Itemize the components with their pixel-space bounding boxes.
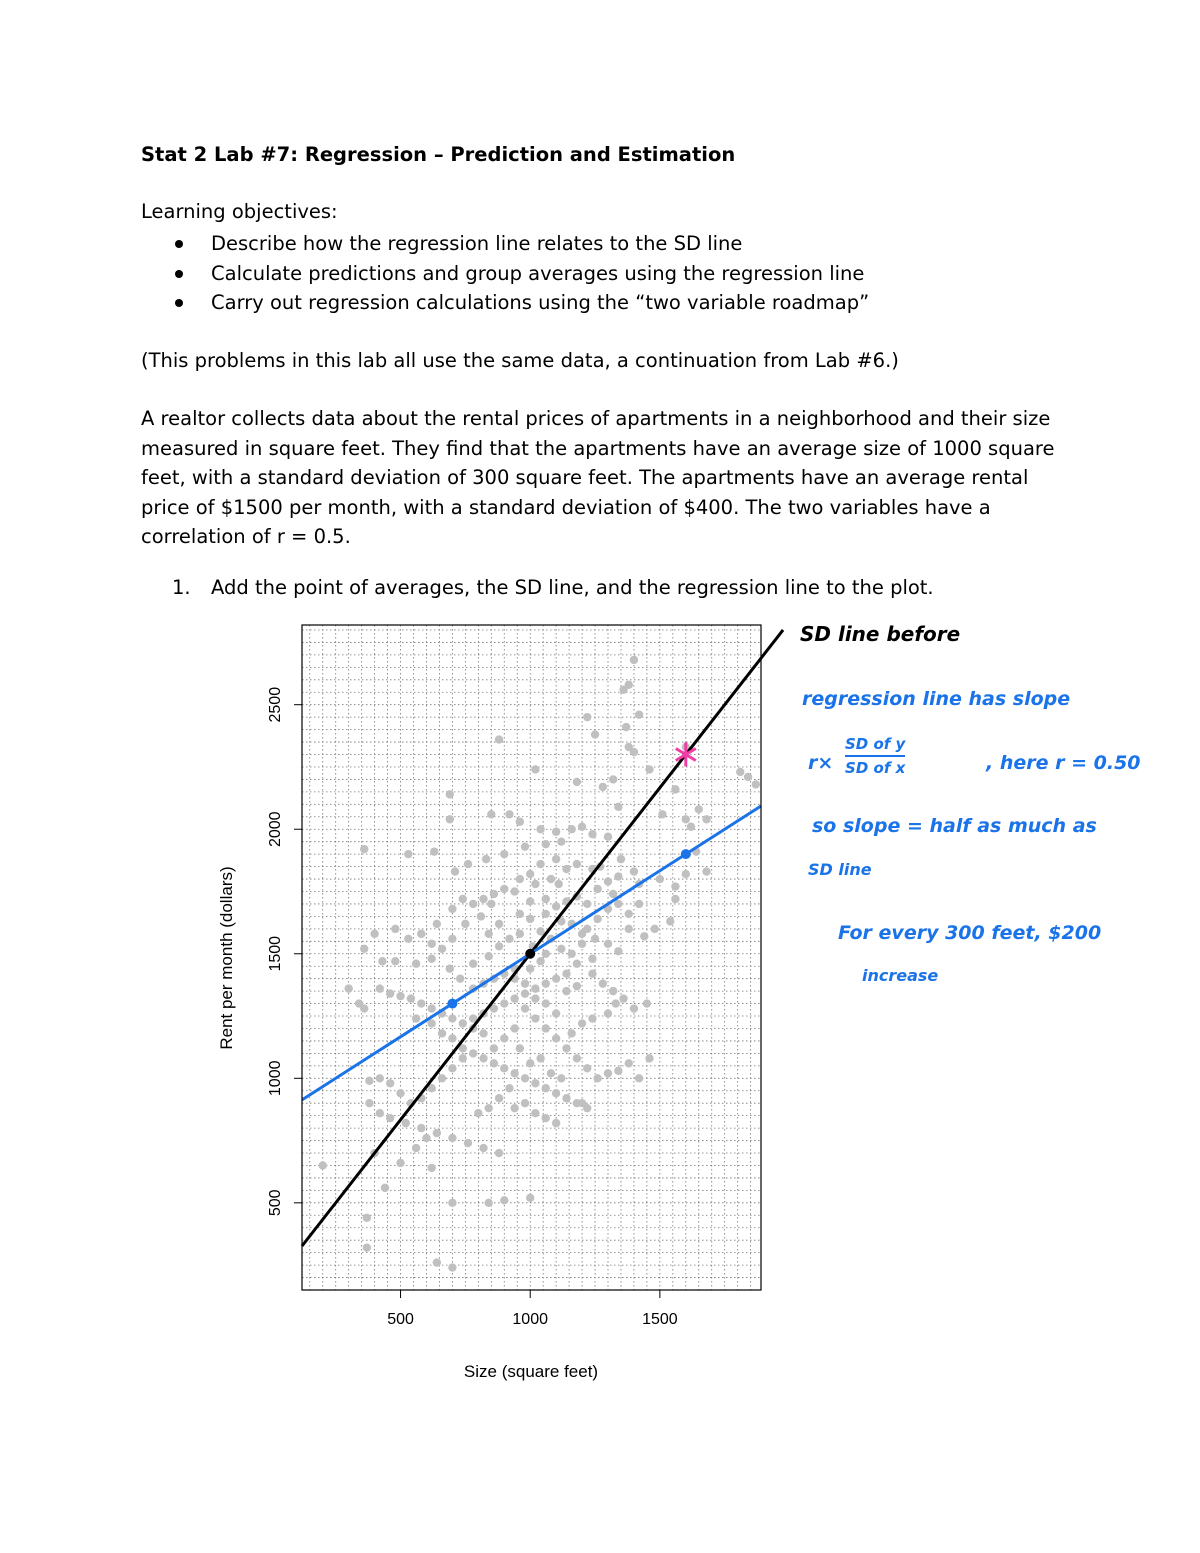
data-point — [578, 1019, 586, 1027]
data-point — [542, 910, 550, 918]
data-point — [376, 1074, 384, 1082]
data-point — [456, 974, 464, 982]
data-point — [365, 1099, 373, 1107]
data-point — [542, 999, 550, 1007]
page-title: Stat 2 Lab #7: Regression – Prediction and Estimation — [141, 143, 736, 166]
data-point — [671, 895, 679, 903]
data-point — [482, 855, 490, 863]
data-point — [495, 920, 503, 928]
data-point — [490, 1044, 498, 1052]
data-point — [461, 920, 469, 928]
data-point — [427, 955, 435, 963]
data-point — [604, 1009, 612, 1017]
data-point — [583, 925, 591, 933]
y-tick-label: 2000 — [267, 811, 284, 848]
annotation-sd-line-ref: SD line — [808, 860, 872, 879]
data-point — [417, 930, 425, 938]
objectives-list — [172, 229, 869, 318]
data-point — [376, 984, 384, 992]
data-point — [485, 930, 493, 938]
data-point — [459, 1019, 467, 1027]
data-point — [567, 950, 575, 958]
data-point — [593, 885, 601, 893]
data-point — [588, 1014, 596, 1022]
data-point — [612, 999, 620, 1007]
data-point — [552, 855, 560, 863]
data-point — [567, 825, 575, 833]
data-point — [536, 825, 544, 833]
data-point — [573, 1054, 581, 1062]
data-point — [485, 1199, 493, 1207]
data-point — [396, 1159, 404, 1167]
x-axis-label: Size (square feet) — [463, 1362, 599, 1381]
data-point — [490, 1059, 498, 1067]
data-point — [666, 917, 674, 925]
data-point — [448, 1199, 456, 1207]
data-point — [381, 1184, 389, 1192]
data-point — [542, 840, 550, 848]
data-point — [526, 870, 534, 878]
data-point — [427, 940, 435, 948]
data-point — [588, 830, 596, 838]
fraction-numerator: SD of y — [845, 735, 906, 753]
data-point — [531, 1109, 539, 1117]
data-point — [448, 1134, 456, 1142]
data-point — [573, 778, 581, 786]
data-point — [521, 1074, 529, 1082]
data-point — [510, 994, 518, 1002]
data-point — [643, 999, 651, 1007]
data-point — [386, 1079, 394, 1087]
data-point — [487, 900, 495, 908]
x-axis — [387, 1290, 678, 1328]
data-point — [391, 957, 399, 965]
data-point — [363, 1243, 371, 1251]
data-point — [578, 1099, 586, 1107]
data-point — [446, 965, 454, 973]
data-point — [619, 994, 627, 1002]
data-point — [656, 875, 664, 883]
data-point — [479, 1144, 487, 1152]
data-point — [578, 823, 586, 831]
data-point — [360, 845, 368, 853]
data-point — [510, 1069, 518, 1077]
data-point — [536, 1054, 544, 1062]
data-point — [645, 1054, 653, 1062]
data-point — [464, 860, 472, 868]
data-point — [531, 880, 539, 888]
data-point — [448, 1064, 456, 1072]
data-point — [451, 867, 459, 875]
data-point — [671, 882, 679, 890]
data-point — [542, 950, 550, 958]
data-point — [526, 965, 534, 973]
data-point — [619, 686, 627, 694]
data-point — [516, 1044, 524, 1052]
data-point — [412, 1014, 420, 1022]
data-point — [459, 895, 467, 903]
data-point — [448, 905, 456, 913]
data-point — [562, 1044, 570, 1052]
data-point — [557, 945, 565, 953]
data-point — [687, 823, 695, 831]
data-point — [446, 815, 454, 823]
data-point — [552, 974, 560, 982]
data-point — [422, 1134, 430, 1142]
data-point — [417, 1124, 425, 1132]
data-point — [427, 1019, 435, 1027]
data-point — [604, 940, 612, 948]
data-point — [609, 775, 617, 783]
data-point — [469, 900, 477, 908]
data-point — [360, 1004, 368, 1012]
data-point — [557, 1074, 565, 1082]
data-point — [547, 1069, 555, 1077]
data-point — [430, 847, 438, 855]
data-point — [526, 1059, 534, 1067]
data-point — [542, 895, 550, 903]
data-point — [630, 656, 638, 664]
data-point — [593, 1074, 601, 1082]
data-point — [495, 1094, 503, 1102]
data-point — [427, 1004, 435, 1012]
data-point — [521, 1004, 529, 1012]
data-point — [555, 880, 563, 888]
data-point — [495, 1149, 503, 1157]
data-point — [490, 890, 498, 898]
data-point — [479, 1029, 487, 1037]
data-point — [386, 1114, 394, 1122]
scatter-plot — [190, 615, 790, 1395]
y-tick-label: 1500 — [267, 935, 284, 972]
scenario-paragraph: A realtor collects data about the rental prices of apartments in a neighborhood and their size measured in square feet. They find that the apartments have an average size of 1000 square feet, with a standard deviation of 300 square feet. The apartments have an average rental price of $1500 per month, with a standard deviation of $400. The two variables have a correlation of r = 0.5. — [141, 407, 1055, 549]
data-point — [487, 810, 495, 818]
data-point — [404, 935, 412, 943]
data-point — [702, 815, 710, 823]
data-point — [583, 713, 591, 721]
data-point — [433, 920, 441, 928]
data-point — [650, 925, 658, 933]
data-point — [510, 1024, 518, 1032]
data-point — [630, 748, 638, 756]
data-point — [319, 1161, 327, 1169]
data-point — [360, 945, 368, 953]
y-axis — [267, 687, 302, 1216]
data-point — [427, 1164, 435, 1172]
regression-mark — [447, 999, 457, 1009]
data-point — [505, 1084, 513, 1092]
data-point — [702, 867, 710, 875]
data-point — [573, 982, 581, 990]
data-point — [448, 1263, 456, 1271]
data-point — [552, 1089, 560, 1097]
annotation-r-value: , here r = 0.50 — [986, 752, 1141, 774]
data-point — [448, 1034, 456, 1042]
data-point — [552, 1119, 560, 1127]
data-point — [531, 1079, 539, 1087]
data-point — [635, 1074, 643, 1082]
data-point — [588, 969, 596, 977]
x-tick-label: 1000 — [512, 1311, 549, 1328]
data-point — [599, 979, 607, 987]
data-point — [744, 773, 752, 781]
data-point — [591, 935, 599, 943]
data-point — [531, 994, 539, 1002]
data-point — [500, 1034, 508, 1042]
data-point — [562, 1094, 570, 1102]
data-point — [396, 992, 404, 1000]
objective-item: Calculate predictions and group averages using the regression line — [172, 259, 869, 289]
data-point — [531, 1014, 539, 1022]
annotation-r-times: r× — [808, 752, 834, 774]
question-1 — [172, 576, 934, 599]
data-point — [446, 790, 454, 798]
data-point — [531, 765, 539, 773]
data-point — [469, 1049, 477, 1057]
data-point — [591, 730, 599, 738]
data-point — [609, 890, 617, 898]
data-point — [448, 1014, 456, 1022]
data-point — [617, 855, 625, 863]
data-point — [542, 979, 550, 987]
annotation-fraction — [845, 733, 905, 779]
data-point — [521, 989, 529, 997]
data-point — [625, 910, 633, 918]
data-point — [404, 850, 412, 858]
data-point — [736, 768, 744, 776]
data-point — [479, 1054, 487, 1062]
data-point — [552, 1034, 560, 1042]
data-point — [365, 1077, 373, 1085]
data-point — [344, 984, 352, 992]
note-paragraph: (This problems in this lab all use the same data, a continuation from Lab #6.) — [141, 349, 899, 372]
data-point — [609, 987, 617, 995]
data-point — [635, 900, 643, 908]
data-point — [485, 1104, 493, 1112]
data-point — [438, 1029, 446, 1037]
data-point — [386, 989, 394, 997]
data-point — [630, 1004, 638, 1012]
data-point — [516, 875, 524, 883]
data-point — [682, 815, 690, 823]
data-point — [536, 957, 544, 965]
data-point — [407, 994, 415, 1002]
data-point — [474, 1109, 482, 1117]
data-point — [464, 1139, 472, 1147]
data-point — [526, 915, 534, 923]
data-point — [521, 842, 529, 850]
data-point — [500, 1064, 508, 1072]
data-point — [552, 1009, 560, 1017]
data-point — [363, 1214, 371, 1222]
data-point — [614, 1067, 622, 1075]
data-point — [378, 957, 386, 965]
data-point — [614, 947, 622, 955]
objectives-heading: Learning objectives: — [141, 200, 338, 223]
data-point — [593, 915, 601, 923]
data-point — [604, 833, 612, 841]
data-point — [614, 900, 622, 908]
annotation-every-300: For every 300 feet, $200 — [838, 922, 1102, 944]
data-point — [562, 969, 570, 977]
y-tick-label: 1000 — [267, 1060, 284, 1097]
data-point — [526, 897, 534, 905]
data-point — [562, 987, 570, 995]
data-point — [516, 818, 524, 826]
data-point — [658, 810, 666, 818]
data-point — [531, 984, 539, 992]
data-point — [505, 810, 513, 818]
data-point — [588, 955, 596, 963]
data-point — [614, 803, 622, 811]
data-point — [521, 1099, 529, 1107]
data-point — [573, 960, 581, 968]
objective-item: Carry out regression calculations using the “two variable roadmap” — [172, 288, 869, 318]
data-point — [516, 910, 524, 918]
y-tick-label: 2500 — [267, 686, 284, 723]
data-point — [640, 932, 648, 940]
data-point — [438, 945, 446, 953]
data-point — [500, 999, 508, 1007]
data-point — [505, 935, 513, 943]
data-point — [695, 805, 703, 813]
data-point — [402, 1119, 410, 1127]
data-point — [479, 895, 487, 903]
data-point — [622, 723, 630, 731]
data-point — [459, 1054, 467, 1062]
data-point — [495, 942, 503, 950]
data-point — [516, 930, 524, 938]
data-point — [417, 999, 425, 1007]
data-point — [412, 1144, 420, 1152]
annotation-half-slope: so slope = half as much as — [812, 815, 1097, 837]
data-point — [604, 877, 612, 885]
data-point — [376, 1109, 384, 1117]
data-point — [583, 1064, 591, 1072]
data-point — [500, 850, 508, 858]
data-point — [552, 828, 560, 836]
data-point — [396, 1089, 404, 1097]
data-point — [567, 1029, 575, 1037]
data-point — [433, 1129, 441, 1137]
data-point — [604, 1069, 612, 1077]
data-point — [448, 935, 456, 943]
data-point — [583, 900, 591, 908]
point-of-averages — [525, 949, 535, 959]
regression-mark — [681, 849, 691, 859]
data-point — [542, 1114, 550, 1122]
annotation-regression-slope: regression line has slope — [802, 688, 1071, 710]
data-point — [645, 765, 653, 773]
data-point — [495, 735, 503, 743]
data-point — [578, 940, 586, 948]
data-point — [614, 872, 622, 880]
annotation-sd-line: SD line before — [800, 622, 961, 646]
x-tick-label: 500 — [387, 1311, 414, 1328]
data-point — [412, 960, 420, 968]
data-point — [547, 875, 555, 883]
data-point — [557, 837, 565, 845]
data-point — [635, 710, 643, 718]
data-point — [542, 1084, 550, 1092]
data-point — [500, 885, 508, 893]
data-point — [510, 1104, 518, 1112]
data-point — [573, 860, 581, 868]
data-point — [477, 912, 485, 920]
annotation-increase: increase — [862, 966, 939, 985]
data-point — [510, 887, 518, 895]
data-point — [391, 925, 399, 933]
data-point — [370, 930, 378, 938]
fraction-denominator: SD of x — [845, 755, 905, 779]
data-point — [552, 902, 560, 910]
data-point — [562, 865, 570, 873]
data-point — [599, 783, 607, 791]
data-point — [630, 867, 638, 875]
data-point — [542, 1024, 550, 1032]
data-point — [536, 860, 544, 868]
y-axis-label: Rent per month (dollars) — [217, 866, 236, 1050]
objective-item: Describe how the regression line relates to the SD line — [172, 229, 869, 259]
data-point — [485, 952, 493, 960]
data-point — [438, 1074, 446, 1082]
data-point — [526, 1194, 534, 1202]
data-point — [521, 979, 529, 987]
question-text: Add the point of averages, the SD line, and the regression line to the plot. — [211, 576, 934, 599]
data-point — [682, 870, 690, 878]
data-point — [500, 1196, 508, 1204]
question-number: 1. — [172, 576, 191, 599]
y-tick-label: 500 — [267, 1189, 284, 1217]
data-point — [625, 1059, 633, 1067]
data-point — [752, 780, 760, 788]
data-point — [469, 960, 477, 968]
data-point — [625, 925, 633, 933]
x-tick-label: 1500 — [642, 1311, 678, 1328]
data-point — [671, 785, 679, 793]
data-point — [433, 1258, 441, 1266]
